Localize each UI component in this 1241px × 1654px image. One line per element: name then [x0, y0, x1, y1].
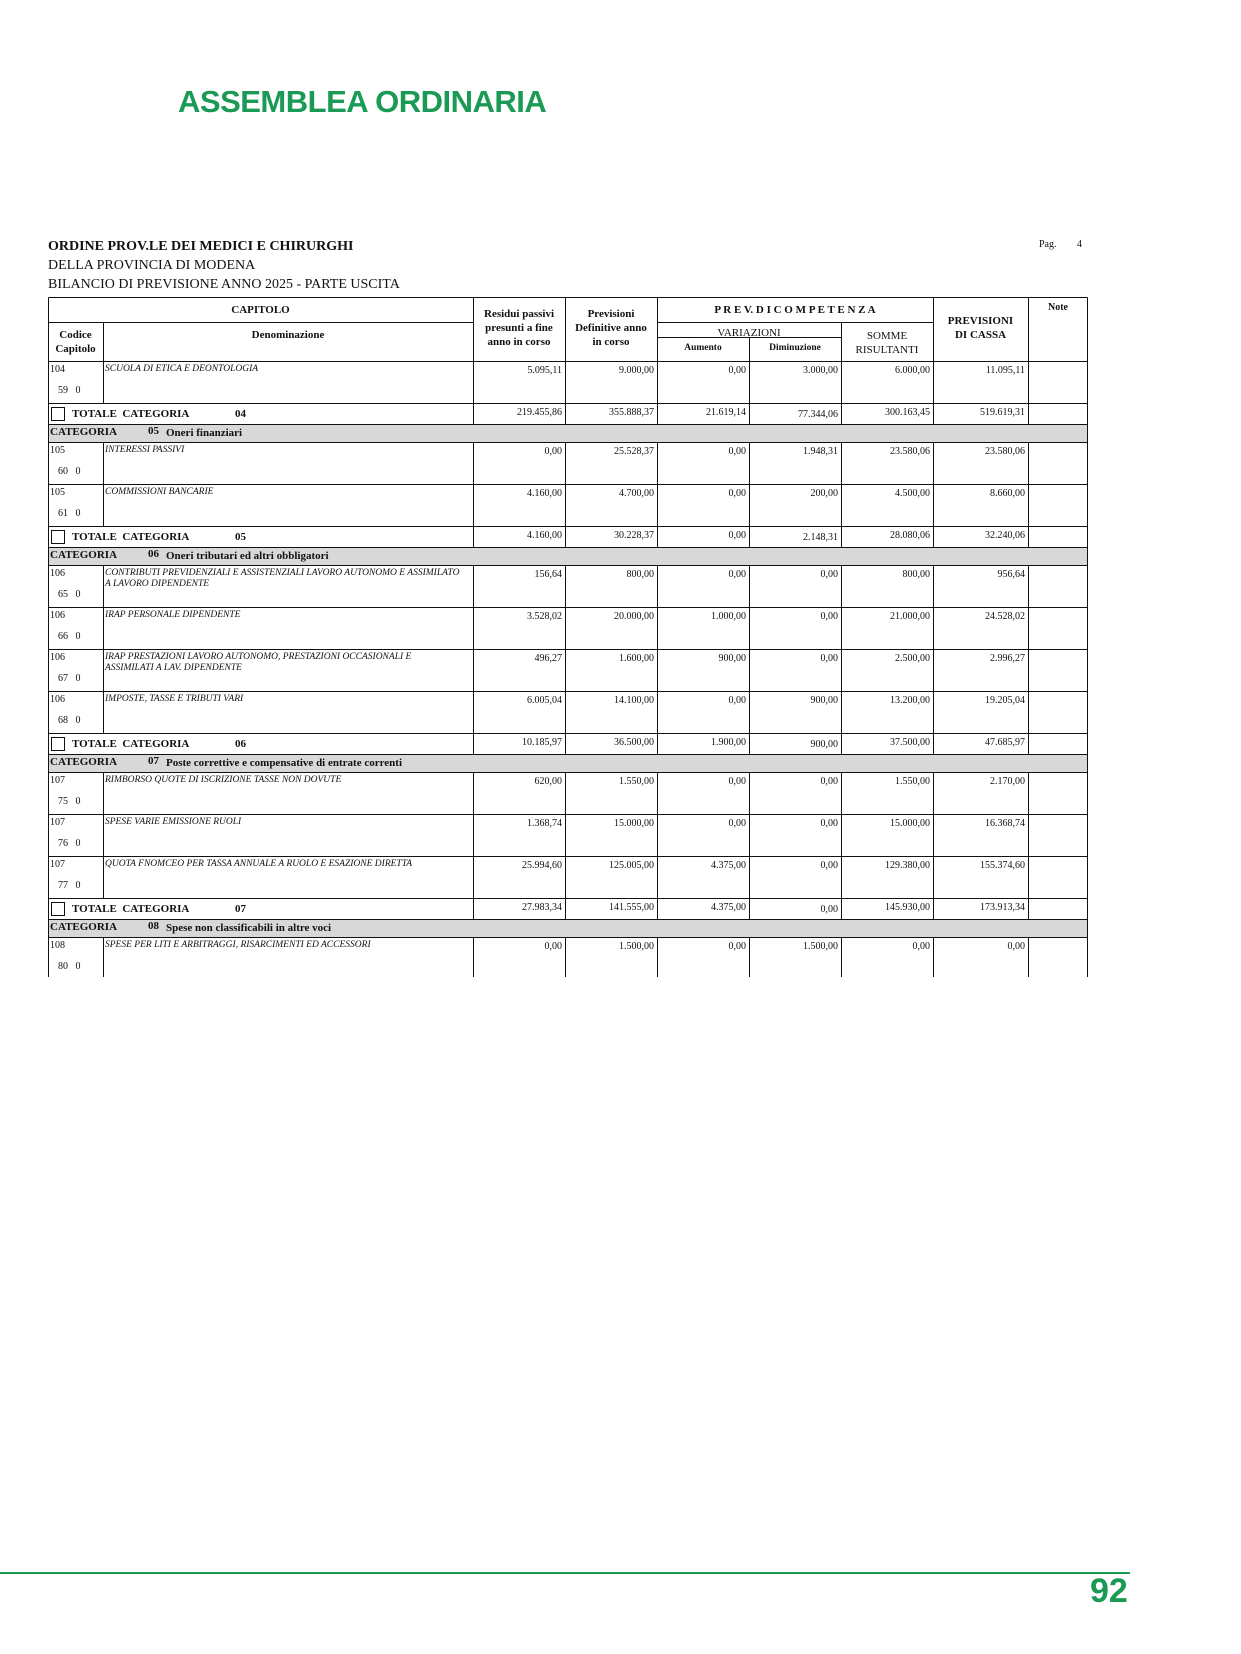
- col-previsioni-1: Previsioni: [587, 308, 635, 320]
- value-cell: 1.948,31: [803, 446, 838, 457]
- col-cassa-2: DI CASSA: [954, 329, 1007, 341]
- page-label: Pag.: [1039, 239, 1057, 250]
- col-somme-2: RISULTANTI: [855, 344, 919, 356]
- value-cell: 200,00: [810, 488, 838, 499]
- chapter-name: SPESE PER LITI E ARBITRAGGI, RISARCIMENTI ED ACCESSORI: [105, 940, 371, 950]
- category-number: 06: [148, 548, 159, 560]
- value-cell: 620,00: [534, 776, 562, 787]
- col-codice: Codice: [59, 329, 92, 341]
- value-cell: 2.500,00: [895, 653, 930, 664]
- value-cell: 129.380,00: [885, 860, 930, 871]
- col-note: Note: [1048, 302, 1068, 313]
- value-cell: 10.185,97: [522, 737, 562, 748]
- value-cell: 145.930,00: [885, 902, 930, 913]
- value-cell: 0,00: [728, 695, 746, 706]
- total-category-number: 07: [235, 903, 246, 915]
- chapter-code: 105: [50, 487, 65, 498]
- col-residui-1: Residui passivi: [484, 308, 554, 320]
- chapter-name: RIMBORSO QUOTE DI ISCRIZIONE TASSE NON DOVUTE: [105, 775, 342, 785]
- category-name: Poste correttive e compensative di entrate correnti: [166, 757, 403, 769]
- total-checkbox: [52, 531, 65, 544]
- value-cell: 219.455,86: [517, 407, 562, 418]
- value-cell: 36.500,00: [614, 737, 654, 748]
- chapter-subcode: 61 0: [58, 508, 81, 519]
- category-number: 05: [148, 425, 159, 437]
- col-diminuzione: Diminuzione: [769, 343, 821, 353]
- value-cell: 6.005,04: [527, 695, 562, 706]
- value-cell: 9.000,00: [619, 365, 654, 376]
- value-cell: 21.000,00: [890, 611, 930, 622]
- value-cell: 0,00: [728, 365, 746, 376]
- value-cell: 15.000,00: [890, 818, 930, 829]
- total-checkbox: [52, 408, 65, 421]
- value-cell: 28.080,06: [890, 530, 930, 541]
- col-denominazione: Denominazione: [251, 329, 325, 341]
- table-grid: [48, 297, 1088, 977]
- chapter-code: 106: [50, 694, 65, 705]
- value-cell: 0,00: [820, 653, 838, 664]
- value-cell: 0,00: [728, 941, 746, 952]
- chapter-subcode: 66 0: [58, 631, 81, 642]
- col-cassa-1: PREVISIONI: [947, 315, 1014, 327]
- budget-title: BILANCIO DI PREVISIONE ANNO 2025 - PARTE USCITA: [48, 277, 400, 292]
- category-label: CATEGORIA: [50, 549, 118, 561]
- value-cell: 19.205,04: [985, 695, 1025, 706]
- chapter-subcode: 60 0: [58, 466, 81, 477]
- value-cell: 0,00: [820, 860, 838, 871]
- chapter-code: 108: [50, 940, 65, 951]
- total-category-number: 04: [235, 408, 246, 420]
- value-cell: 155.374,60: [980, 860, 1025, 871]
- value-cell: 0,00: [820, 904, 838, 915]
- col-aumento: Aumento: [684, 343, 722, 353]
- value-cell: 25.528,37: [614, 446, 654, 457]
- chapter-name: IRAP PERSONALE DIPENDENTE: [105, 610, 241, 620]
- value-cell: 2.996,27: [990, 653, 1025, 664]
- org-province: DELLA PROVINCIA DI MODENA: [48, 258, 256, 273]
- value-cell: 13.200,00: [890, 695, 930, 706]
- col-prev-competenza: P R E V. D I C O M P E T E N Z A: [714, 304, 876, 316]
- value-cell: 4.375,00: [711, 902, 746, 913]
- value-cell: 300.163,45: [885, 407, 930, 418]
- value-cell: 0,00: [820, 569, 838, 580]
- col-residui-3: anno in corso: [487, 336, 551, 348]
- value-cell: 2.170,00: [990, 776, 1025, 787]
- chapter-subcode: 75 0: [58, 796, 81, 807]
- value-cell: 15.000,00: [614, 818, 654, 829]
- value-cell: 0,00: [544, 446, 562, 457]
- value-cell: 37.500,00: [890, 737, 930, 748]
- chapter-code: 106: [50, 652, 65, 663]
- value-cell: 0,00: [1007, 941, 1025, 952]
- chapter-name: IRAP PRESTAZIONI LAVORO AUTONOMO, PRESTAZIONI OCCASIONALI E ASSIMILATI A LAV. DIPENDENTE: [105, 652, 412, 674]
- chapter-subcode: 76 0: [58, 838, 81, 849]
- value-cell: 24.528,02: [985, 611, 1025, 622]
- value-cell: 0,00: [728, 530, 746, 541]
- total-checkbox: [52, 903, 65, 916]
- chapter-name: IMPOSTE, TASSE E TRIBUTI VARI: [105, 694, 244, 704]
- value-cell: 14.100,00: [614, 695, 654, 706]
- value-cell: 1.500,00: [619, 941, 654, 952]
- category-name: Oneri finanziari: [166, 427, 243, 439]
- total-label: TOTALE CATEGORIA: [72, 531, 190, 543]
- value-cell: 21.619,14: [706, 407, 746, 418]
- value-cell: 0,00: [544, 941, 562, 952]
- value-cell: 496,27: [534, 653, 562, 664]
- value-cell: 900,00: [718, 653, 746, 664]
- chapter-subcode: 59 0: [58, 385, 81, 396]
- value-cell: 25.994,60: [522, 860, 562, 871]
- value-cell: 47.685,97: [985, 737, 1025, 748]
- value-cell: 0,00: [728, 488, 746, 499]
- value-cell: 16.368,74: [985, 818, 1025, 829]
- chapter-name: COMMISSIONI BANCARIE: [105, 487, 214, 497]
- chapter-subcode: 77 0: [58, 880, 81, 891]
- value-cell: 77.344,06: [798, 409, 838, 420]
- value-cell: 900,00: [810, 739, 838, 750]
- value-cell: 3.000,00: [803, 365, 838, 376]
- page-number: 92: [1090, 1572, 1128, 1610]
- value-cell: 956,64: [997, 569, 1025, 580]
- total-checkbox: [52, 738, 65, 751]
- value-cell: 141.555,00: [609, 902, 654, 913]
- org-name: ORDINE PROV.LE DEI MEDICI E CHIRURGHI: [48, 239, 354, 254]
- category-number: 07: [148, 755, 159, 767]
- chapter-name: QUOTA FNOMCEO PER TASSA ANNUALE A RUOLO E ESAZIONE DIRETTA: [105, 859, 413, 869]
- value-cell: 1.368,74: [527, 818, 562, 829]
- total-label: TOTALE CATEGORIA: [72, 903, 190, 915]
- category-label: CATEGORIA: [50, 756, 118, 768]
- value-cell: 1.000,00: [711, 611, 746, 622]
- value-cell: 4.160,00: [527, 530, 562, 541]
- col-codice-sub: Capitolo: [55, 343, 96, 355]
- chapter-code: 105: [50, 445, 65, 456]
- total-category-number: 06: [235, 738, 246, 750]
- value-cell: 6.000,00: [895, 365, 930, 376]
- footer-rule: [0, 1572, 1130, 1574]
- value-cell: 11.095,11: [985, 365, 1025, 376]
- chapter-name: SPESE VARIE EMISSIONE RUOLI: [105, 817, 242, 827]
- chapter-code: 104: [50, 364, 65, 375]
- value-cell: 4.160,00: [527, 488, 562, 499]
- value-cell: 0,00: [912, 941, 930, 952]
- value-cell: 0,00: [820, 818, 838, 829]
- value-cell: 0,00: [728, 446, 746, 457]
- chapter-code: 106: [50, 568, 65, 579]
- value-cell: 0,00: [820, 611, 838, 622]
- chapter-subcode: 68 0: [58, 715, 81, 726]
- value-cell: 4.500,00: [895, 488, 930, 499]
- col-variazioni: VARIAZIONI: [717, 327, 781, 339]
- value-cell: 1.500,00: [803, 941, 838, 952]
- col-residui-2: presunti a fine: [485, 322, 553, 334]
- col-somme-1: SOMME: [866, 330, 908, 342]
- value-cell: 800,00: [626, 569, 654, 580]
- value-cell: 23.580,06: [985, 446, 1025, 457]
- chapter-subcode: 65 0: [58, 589, 81, 600]
- budget-table: [48, 297, 1088, 977]
- value-cell: 23.580,06: [890, 446, 930, 457]
- category-name: Spese non classificabili in altre voci: [166, 922, 332, 934]
- category-name: Oneri tributari ed altri obbligatori: [166, 550, 329, 562]
- value-cell: 1.550,00: [895, 776, 930, 787]
- value-cell: 800,00: [902, 569, 930, 580]
- value-cell: 156,64: [534, 569, 562, 580]
- value-cell: 30.228,37: [614, 530, 654, 541]
- value-cell: 0,00: [728, 569, 746, 580]
- category-label: CATEGORIA: [50, 921, 118, 933]
- value-cell: 125.005,00: [609, 860, 654, 871]
- col-previsioni-3: in corso: [592, 336, 630, 348]
- value-cell: 8.660,00: [990, 488, 1025, 499]
- category-label: CATEGORIA: [50, 426, 118, 438]
- chapter-code: 107: [50, 859, 65, 870]
- chapter-name: CONTRIBUTI PREVIDENZIALI E ASSISTENZIALI LAVORO AUTONOMO E ASSIMILATO A LAVORO DIPENDENTE: [105, 568, 460, 590]
- value-cell: 900,00: [810, 695, 838, 706]
- banner-title: ASSEMBLEA ORDINARIA: [178, 84, 547, 119]
- value-cell: 0,00: [728, 776, 746, 787]
- value-cell: 3.528,02: [527, 611, 562, 622]
- chapter-subcode: 80 0: [58, 961, 81, 972]
- page-label-number: 4: [1077, 239, 1082, 250]
- value-cell: 173.913,34: [980, 902, 1025, 913]
- chapter-subcode: 67 0: [58, 673, 81, 684]
- chapter-name: SCUOLA DI ETICA E DEONTOLOGIA: [105, 364, 259, 374]
- value-cell: 0,00: [728, 818, 746, 829]
- value-cell: 0,00: [820, 776, 838, 787]
- value-cell: 355.888,37: [609, 407, 654, 418]
- value-cell: 32.240,06: [985, 530, 1025, 541]
- total-category-number: 05: [235, 531, 246, 543]
- col-capitolo: CAPITOLO: [231, 304, 290, 316]
- total-label: TOTALE CATEGORIA: [72, 408, 190, 420]
- chapter-name: INTERESSI PASSIVI: [105, 445, 185, 455]
- chapter-code: 106: [50, 610, 65, 621]
- value-cell: 2.148,31: [803, 532, 838, 543]
- chapter-code: 107: [50, 817, 65, 828]
- col-previsioni-2: Definitive anno: [575, 322, 647, 334]
- value-cell: 4.375,00: [711, 860, 746, 871]
- value-cell: 1.900,00: [711, 737, 746, 748]
- chapter-code: 107: [50, 775, 65, 786]
- value-cell: 5.095,11: [527, 365, 562, 376]
- value-cell: 20.000,00: [614, 611, 654, 622]
- value-cell: 1.550,00: [619, 776, 654, 787]
- value-cell: 27.983,34: [522, 902, 562, 913]
- category-number: 08: [148, 920, 159, 932]
- value-cell: 519.619,31: [980, 407, 1025, 418]
- value-cell: 4.700,00: [619, 488, 654, 499]
- total-label: TOTALE CATEGORIA: [72, 738, 190, 750]
- value-cell: 1.600,00: [619, 653, 654, 664]
